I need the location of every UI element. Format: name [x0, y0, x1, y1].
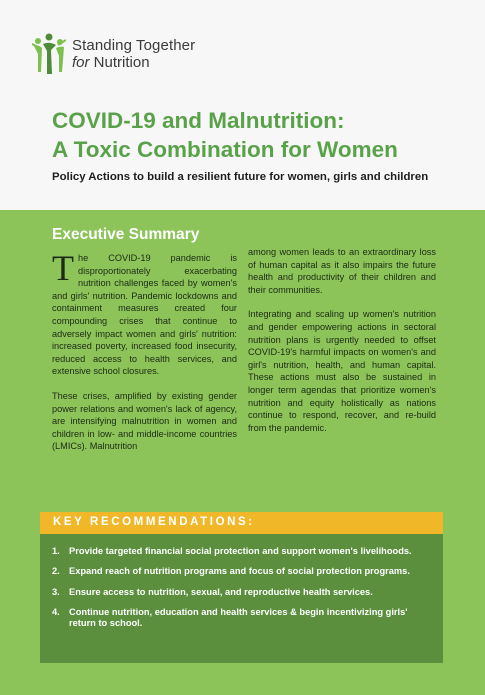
- recommendation-text: Provide targeted financial social protection and support women's livelihoods.: [69, 546, 412, 556]
- summary-paragraph-3: among women leads to an extraordinary loss of human capital as it also impairs the future health and productivity of their children and their communities.: [248, 247, 436, 295]
- dropcap: T: [52, 248, 74, 288]
- recommendation-item: [52, 607, 432, 630]
- summary-column-left: [52, 248, 237, 465]
- page-title: [52, 106, 452, 164]
- key-recommendations-heading: KEY RECOMMENDATIONS:: [53, 516, 255, 528]
- summary-paragraph-1-text: he COVID-19 pandemic is disproportionately exacerbating nutrition challenges faced by women's and girls' nutrition. Pandemic lockdowns and containment measures created four compounding crises that continue to adversely impact women and girls' nutrition: increased poverty, increased food insecurity, reduced access to health services, and extensive school closures.: [52, 253, 237, 377]
- recommendation-number: 1.: [52, 546, 60, 556]
- recommendation-item: [52, 587, 432, 598]
- logo-text-line2: [72, 54, 150, 71]
- recommendation-text: Ensure access to nutrition, sexual, and reproductive health services.: [69, 586, 373, 597]
- title-line2: A Toxic Combination for Women: [52, 137, 398, 162]
- executive-summary-heading: Executive Summary: [52, 226, 200, 243]
- summary-paragraph-4: Integrating and scaling up women's nutrition and gender empowering actions in sectoral nutrition plans is urgently needed to offset COVID-19's harmful impacts on women's and girl's nutrition, health, and human capital. These actions must also be sustained in longer term agendas that prioritize women's nutrition and equity holistically as nations continue to respond, recover, and re-build from the pandemic.: [248, 309, 436, 433]
- summary-paragraph-1: [52, 248, 237, 378]
- summary-paragraph-2: These crises, amplified by existing gender power relations and women's lack of agency, are intensifying malnutrition in women and children in low- and middle-income countries (LMICs). Malnutrition: [52, 390, 237, 452]
- recommendations-list: [52, 546, 432, 638]
- logo: [32, 32, 232, 80]
- key-recommendations-banner: [40, 512, 443, 534]
- people-figures-logo-icon: [32, 32, 66, 76]
- recommendation-number: 2.: [52, 566, 60, 577]
- summary-column-right: [248, 246, 436, 446]
- logo-text-for: for: [72, 54, 90, 71]
- recommendation-item: [52, 566, 432, 577]
- recommendation-number: 3.: [52, 586, 60, 597]
- header: [0, 0, 485, 210]
- recommendation-item: [52, 546, 432, 557]
- recommendation-number: 4.: [52, 606, 60, 617]
- body-section: [0, 210, 485, 695]
- recommendation-text: Expand reach of nutrition programs and focus of social protection programs.: [69, 566, 410, 577]
- logo-text-nutrition: Nutrition: [89, 54, 150, 71]
- logo-text-line1: Standing Together: [72, 37, 196, 54]
- page-subtitle: Policy Actions to build a resilient future for women, girls and children: [52, 171, 429, 183]
- recommendation-text: Continue nutrition, education and health services & begin incentivizing girls' return to school.: [69, 606, 408, 629]
- title-line1: COVID-19 and Malnutrition:: [52, 108, 345, 133]
- key-recommendations-box: [40, 534, 443, 663]
